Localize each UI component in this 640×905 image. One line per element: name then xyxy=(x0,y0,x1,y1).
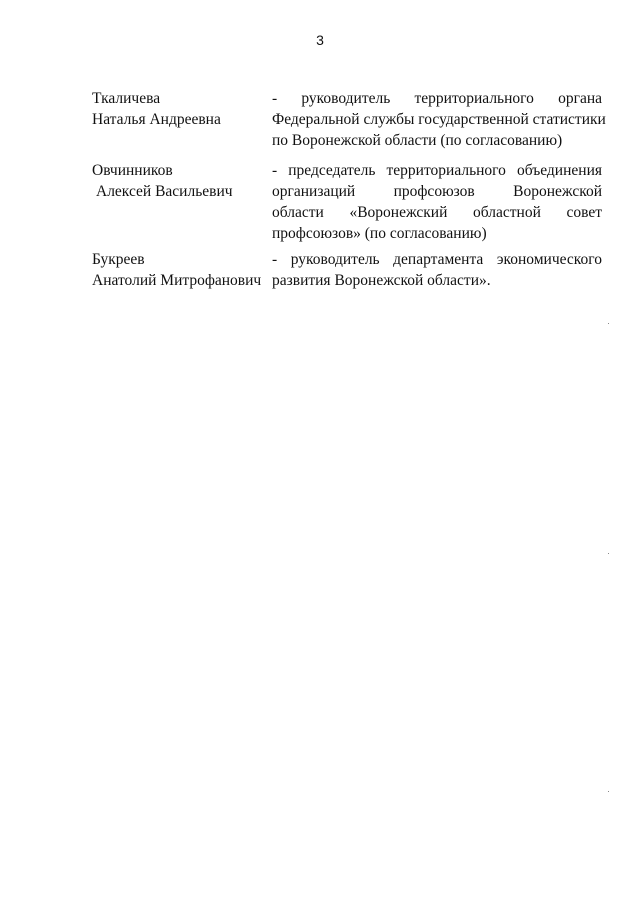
role-line: развития Воронежской области». xyxy=(272,272,491,289)
role-line: по Воронежской области (по согласованию) xyxy=(272,132,563,149)
person-given-names: Наталья Андреевна xyxy=(92,111,221,128)
role-line: Федеральной службы государственной статистики xyxy=(272,111,606,128)
person-role xyxy=(272,88,606,151)
scan-speck xyxy=(608,791,609,792)
scan-speck xyxy=(608,553,609,554)
page-number: 3 xyxy=(316,32,324,48)
role-line: организаций профсоюзов Воронежской xyxy=(272,183,602,200)
person-role xyxy=(272,160,602,244)
role-line: области «Воронежский областной совет xyxy=(272,204,602,221)
person-surname: Ткаличева xyxy=(92,90,161,107)
role-line: - руководитель департамента экономического xyxy=(272,251,602,268)
person-name xyxy=(92,249,267,291)
person-given-names: Анатолий Митрофанович xyxy=(92,272,262,289)
person-surname: Букреев xyxy=(92,251,145,268)
person-name xyxy=(92,160,267,202)
role-line: - председатель территориального объединения xyxy=(272,162,602,179)
scan-speck xyxy=(608,323,609,324)
person-name xyxy=(92,88,267,130)
person-surname: Овчинников xyxy=(92,162,173,179)
person-role xyxy=(272,249,602,291)
role-line: профсоюзов» (по согласованию) xyxy=(272,225,487,242)
person-given-names: Алексей Васильевич xyxy=(96,183,233,200)
role-line: - руководитель территориального органа xyxy=(272,90,602,107)
